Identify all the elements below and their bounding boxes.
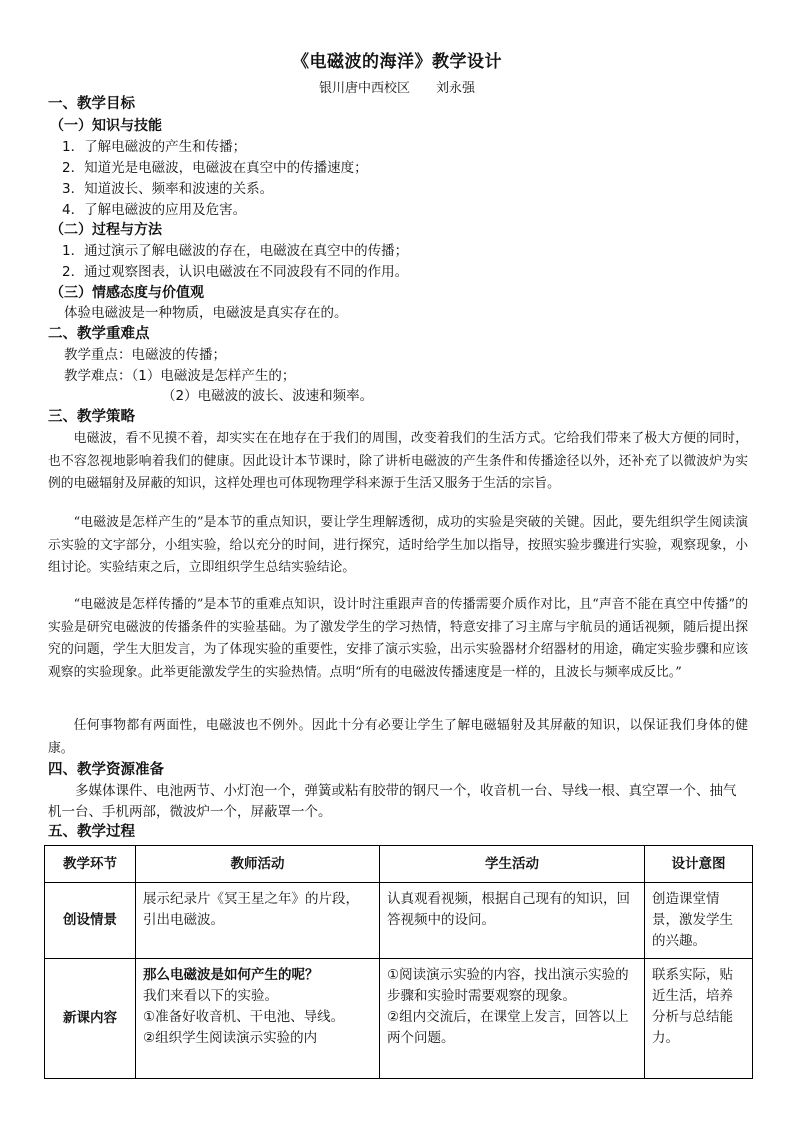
design-intent-cell: 创造课堂情景，激发学生的兴趣。 — [645, 883, 753, 959]
section-heading-process: 五、教学过程 — [48, 824, 135, 840]
subheading-knowledge: （一）知识与技能 — [50, 118, 162, 134]
student-activity-cell — [380, 959, 645, 1079]
stage-cell: 创设情景 — [45, 883, 136, 959]
section-heading-resources: 四、教学资源准备 — [48, 762, 164, 778]
teacher-question: 那么电磁波是如何产生的呢？ — [143, 967, 319, 983]
section-heading-strategy: 三、教学策略 — [48, 409, 135, 425]
column-header: 设计意图 — [645, 846, 753, 883]
column-header: 教学环节 — [45, 846, 136, 883]
section-heading-objectives: 一、教学目标 — [48, 96, 135, 112]
strategy-paragraph: “电磁波是怎样传播的”是本节的重难点知识，设计时注重跟声音的传播需要介质作对比，且“声音不能在真空中传播”的实验是研究电磁波的传播条件的实验基础。为了激发学生的学习热情，特意安排了习主席与宇航员的通话视频，随后提出探究的问题，学生大胆发言，为了体现实验的重要性，安排了演示实验，出示实验器材介绍器材的用途，确定实验步骤和应该观察的实验现象。此举更能激发学生的实验热情。点明“所有的电磁波传播速度是一样的，且波长与频率成反比。” — [48, 597, 748, 680]
list-item: 3．知道波长、频率和波速的关系。 — [62, 181, 274, 197]
list-item: 2．知道光是电磁波，电磁波在真空中的传播速度； — [62, 160, 368, 176]
column-header: 学生活动 — [380, 846, 645, 883]
teacher-activity-cell — [136, 959, 380, 1079]
school-name: 银川唐中西校区 — [318, 81, 410, 96]
difficult-point-1: 教学难点：（1）电磁波是怎样产生的； — [64, 368, 296, 384]
section-heading-key-points: 二、教学重难点 — [48, 326, 150, 342]
list-item: 1．通过演示了解电磁波的存在，电磁波在真空中的传播； — [62, 243, 409, 259]
teacher-name: 刘永强 — [436, 81, 476, 96]
table-header-row — [45, 846, 753, 883]
design-intent-cell: 联系实际，贴近生活，培养分析与总结能力。 — [645, 959, 753, 1079]
student-step: ②组内交流后，在课堂上发言，回答以上两个问题。 — [387, 1009, 629, 1046]
subheading-attitude: （三）情感态度与价值观 — [50, 285, 204, 301]
teaching-process-table — [44, 845, 753, 1079]
strategy-paragraph: 电磁波，看不见摸不着，却实实在在地存在于我们的周围，改变着我们的生活方式。它给我们带来了极大方便的同时，也不容忽视地影响着我们的健康。因此设计本节课时，除了讲析电磁波的产生条件和传播途径以外，还补充了以微波炉为实例的电磁辐射及屏蔽的知识，这样处理也可体现物理学科来源于生活又服务于生活的宗旨。 — [48, 431, 748, 491]
teacher-step: ②组织学生阅读演示实验的内 — [143, 1030, 318, 1046]
document-title: 《电磁波的海洋》教学设计 — [292, 52, 502, 72]
teacher-activity-cell: 展示纪录片《冥王星之年》的片段，引出电磁波。 — [136, 883, 380, 959]
difficult-point-2: （2）电磁波的波长、波速和频率。 — [162, 388, 374, 404]
stage-cell: 新课内容 — [45, 959, 136, 1079]
teacher-step: 我们来看以下的实验。 — [143, 988, 278, 1004]
student-step: ①阅读演示实验的内容，找出演示实验的步骤和实验时需要观察的现象。 — [387, 967, 629, 1004]
student-activity-cell: 认真观看视频，根据自己现有的知识，回答视频中的设问。 — [380, 883, 645, 959]
list-item: 1．了解电磁波的产生和传播； — [62, 139, 247, 155]
table-row — [45, 959, 753, 1079]
subheading-process: （二）过程与方法 — [50, 222, 162, 238]
column-header: 教师活动 — [136, 846, 380, 883]
strategy-paragraph: “电磁波是怎样产生的”是本节的重点知识，要让学生理解透彻，成功的实验是突破的关键。因此，要先组织学生阅读演示实验的文字部分，小组实验，给以充分的时间，进行探究，适时给学生加以指导，按照实验步骤进行实验，观察现象，小组讨论。实验结束之后，立即组织学生总结实验结论。 — [48, 515, 748, 575]
attitude-text: 体验电磁波是一种物质，电磁波是真实存在的。 — [64, 305, 348, 321]
list-item: 2．通过观察图表，认识电磁波在不同波段有不同的作用。 — [62, 264, 409, 280]
list-item: 4．了解电磁波的应用及危害。 — [62, 202, 247, 218]
resources-text: 多媒体课件、电池两节、小灯泡一个，弹簧或粘有胶带的钢尺一个，收音机一台、导线一根、真空罩一个、抽气机一台、手机两部，微波炉一个，屏蔽罩一个。 — [48, 783, 737, 820]
teacher-step: ①准备好收音机、干电池、导线。 — [143, 1009, 345, 1025]
key-point-text: 教学重点：电磁波的传播； — [64, 347, 226, 363]
strategy-paragraph: 任何事物都有两面性，电磁波也不例外。因此十分有必要让学生了解电磁辐射及其屏蔽的知识，以保证我们身体的健康。 — [48, 718, 748, 756]
table-row — [45, 883, 753, 959]
